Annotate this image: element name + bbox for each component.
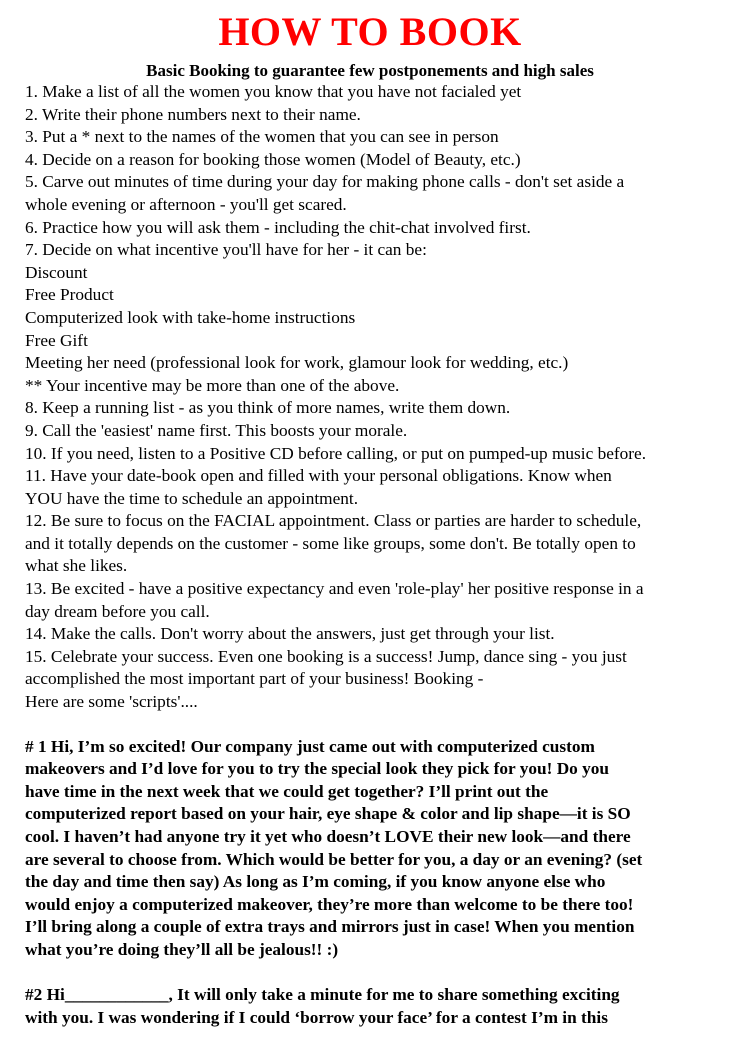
- text-line: 12. Be sure to focus on the FACIAL appointment. Class or parties are harder to schedule,: [25, 511, 642, 531]
- text-line: accomplished the most important part of your business! Booking -: [25, 669, 484, 689]
- text-line: Here are some 'scripts'....: [25, 692, 198, 712]
- script-line: computerized report based on your hair, eye shape & color and lip shape—it is SO: [25, 804, 631, 824]
- text-line: 5. Carve out minutes of time during your day for making phone calls - don't set aside a: [25, 172, 625, 192]
- text-line: 11. Have your date-book open and filled with your personal obligations. Know when: [25, 466, 612, 486]
- script-line: makeovers and I’d love for you to try the special look they pick for you! Do you: [25, 759, 610, 779]
- text-line: 9. Call the 'easiest' name first. This boosts your morale.: [25, 420, 408, 440]
- script-line: with you. I was wondering if I could ‘borrow your face’ for a contest I’m in this: [25, 1007, 608, 1027]
- text-line: whole evening or afternoon - you'll get scared.: [25, 194, 347, 214]
- text-line: Meeting her need (professional look for work, glamour look for wedding, etc.): [25, 353, 569, 373]
- text-line: Computerized look with take-home instructions: [25, 307, 356, 327]
- text-line: 10. If you need, listen to a Positive CD before calling, or put on pumped-up music before.: [25, 443, 647, 463]
- text-line: Discount: [25, 262, 88, 282]
- page-title: HOW TO BOOK: [218, 9, 522, 54]
- text-line: 4. Decide on a reason for booking those women (Model of Beauty, etc.): [25, 149, 521, 169]
- text-line: 6. Practice how you will ask them - including the chit-chat involved first.: [25, 217, 531, 237]
- script-line: #2 Hi____________, It will only take a minute for me to share something exciting: [25, 985, 620, 1005]
- text-line: Free Product: [25, 285, 114, 305]
- text-line: 7. Decide on what incentive you'll have for her - it can be:: [25, 240, 427, 260]
- script-line: would enjoy a computerized makeover, they’re more than welcome to be there too!: [25, 894, 634, 914]
- text-line: YOU have the time to schedule an appointment.: [25, 488, 359, 508]
- script-line: cool. I haven’t had anyone try it yet who doesn’t LOVE their new look—and there: [25, 827, 631, 846]
- text-line: 8. Keep a running list - as you think of more names, write them down.: [25, 398, 511, 418]
- page-subtitle: Basic Booking to guarantee few postponements and high sales: [146, 61, 594, 80]
- text-line: what she likes.: [25, 556, 128, 576]
- text-line: 3. Put a * next to the names of the women that you can see in person: [25, 127, 499, 147]
- text-line: Free Gift: [25, 330, 88, 350]
- text-line: and it totally depends on the customer - some like groups, some don't. Be totally open to: [25, 533, 636, 553]
- text-line: ** Your incentive may be more than one of the above.: [25, 375, 400, 395]
- script-line: # 1 Hi, I’m so excited! Our company just came out with computerized custom: [25, 736, 595, 756]
- booking-steps: [25, 81, 715, 714]
- text-line: 1. Make a list of all the women you know that you have not facialed yet: [25, 82, 522, 101]
- script-line: the day and time then say) As long as I’m coming, if you know anyone else who: [25, 872, 606, 892]
- script-line: are several to choose from. Which would be better for you, a day or an evening? (set: [25, 849, 643, 869]
- script-2: [25, 984, 715, 1029]
- script-line: what you’re doing they’ll all be jealous!! :): [25, 939, 339, 959]
- text-line: 13. Be excited - have a positive expectancy and even 'role-play' her positive response in a: [25, 579, 644, 599]
- text-line: 15. Celebrate your success. Even one booking is a success! Jump, dance sing - you just: [25, 646, 627, 666]
- text-line: 2. Write their phone numbers next to their name.: [25, 104, 361, 124]
- script-line: I’ll bring along a couple of extra trays and mirrors just in case! When you mention: [25, 917, 635, 937]
- text-line: day dream before you call.: [25, 601, 210, 621]
- script-1: [25, 736, 715, 962]
- script-line: have time in the next week that we could get together? I’ll print out the: [25, 781, 549, 801]
- text-line: 14. Make the calls. Don't worry about the answers, just get through your list.: [25, 624, 555, 644]
